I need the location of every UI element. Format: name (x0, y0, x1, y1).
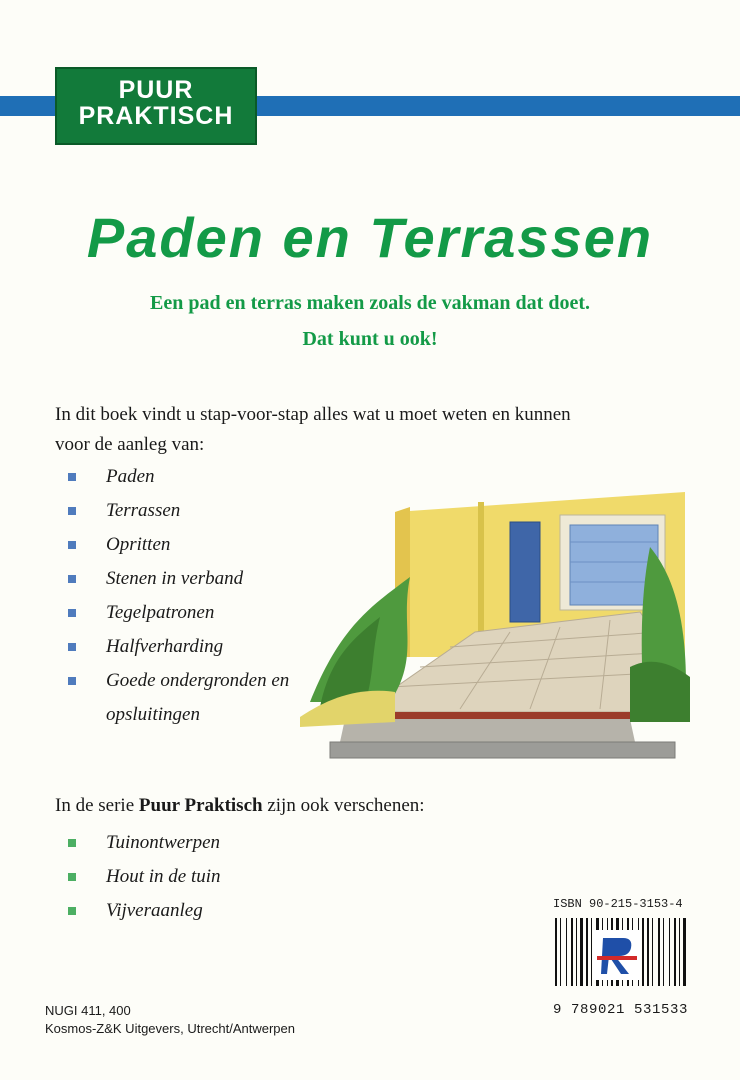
barcode-bar (652, 918, 653, 986)
barcode-bar (571, 918, 573, 986)
logo-line-1: PUUR (118, 76, 194, 104)
list-item: Goede ondergronden en opsluitingen (68, 664, 328, 732)
series-name: Puur Praktisch (138, 795, 263, 816)
subtitle-line-2: Dat kunt u ook! (302, 328, 438, 350)
publisher-name: Kosmos-Z&K Uitgevers, Utrecht/Antwerpen (45, 1021, 295, 1036)
series-suffix: zijn ook verschenen: (267, 795, 425, 816)
barcode-bar (580, 918, 583, 986)
list-item: Opritten (68, 528, 328, 562)
series-intro (55, 795, 425, 817)
barcode-bar (591, 918, 592, 986)
barcode-bar (586, 918, 588, 986)
barcode-number: 9 789021 531533 (553, 1002, 689, 1018)
barcode-bar (647, 918, 649, 986)
barcode-bar (566, 918, 567, 986)
list-item: Tegelpatronen (68, 596, 328, 630)
subtitle-line-1: Een pad en terras maken zoals de vakman dat doet. (149, 292, 590, 314)
series-prefix: In de serie (55, 795, 135, 816)
barcode-bar (642, 918, 644, 986)
list-item: Terrassen (68, 494, 328, 528)
barcode (553, 916, 693, 988)
series-logo (55, 67, 257, 145)
barcode-bar (663, 918, 664, 986)
list-item: Tuinontwerpen (68, 826, 368, 860)
barcode-bar (560, 918, 561, 986)
barcode-bar (658, 918, 660, 986)
list-item: Hout in de tuin (68, 860, 368, 894)
isbn-text: ISBN 90-215-3153-4 (553, 897, 683, 911)
intro-text: In dit boek vindt u stap-voor-stap alles wat u moet weten en kunnen voor de aanleg van: (55, 404, 571, 455)
barcode-bar (674, 918, 676, 986)
list-item: Halfverharding (68, 630, 328, 664)
barcode-bar (679, 918, 680, 986)
terrace-illustration (300, 487, 690, 765)
series-titles-list (68, 826, 368, 928)
topics-list (68, 460, 328, 732)
logo-line-2: PRAKTISCH (78, 102, 234, 130)
barcode-bar (669, 918, 670, 986)
list-item: Stenen in verband (68, 562, 328, 596)
book-title: Paden en Terrassen (86, 206, 654, 269)
list-item: Paden (68, 460, 328, 494)
list-item: Vijveraanleg (68, 894, 368, 928)
barcode-bar (555, 918, 557, 986)
nugi-code: NUGI 411, 400 (45, 1003, 131, 1018)
barcode-bar (683, 918, 686, 986)
publisher-info (45, 1002, 295, 1038)
barcode-bar (576, 918, 577, 986)
